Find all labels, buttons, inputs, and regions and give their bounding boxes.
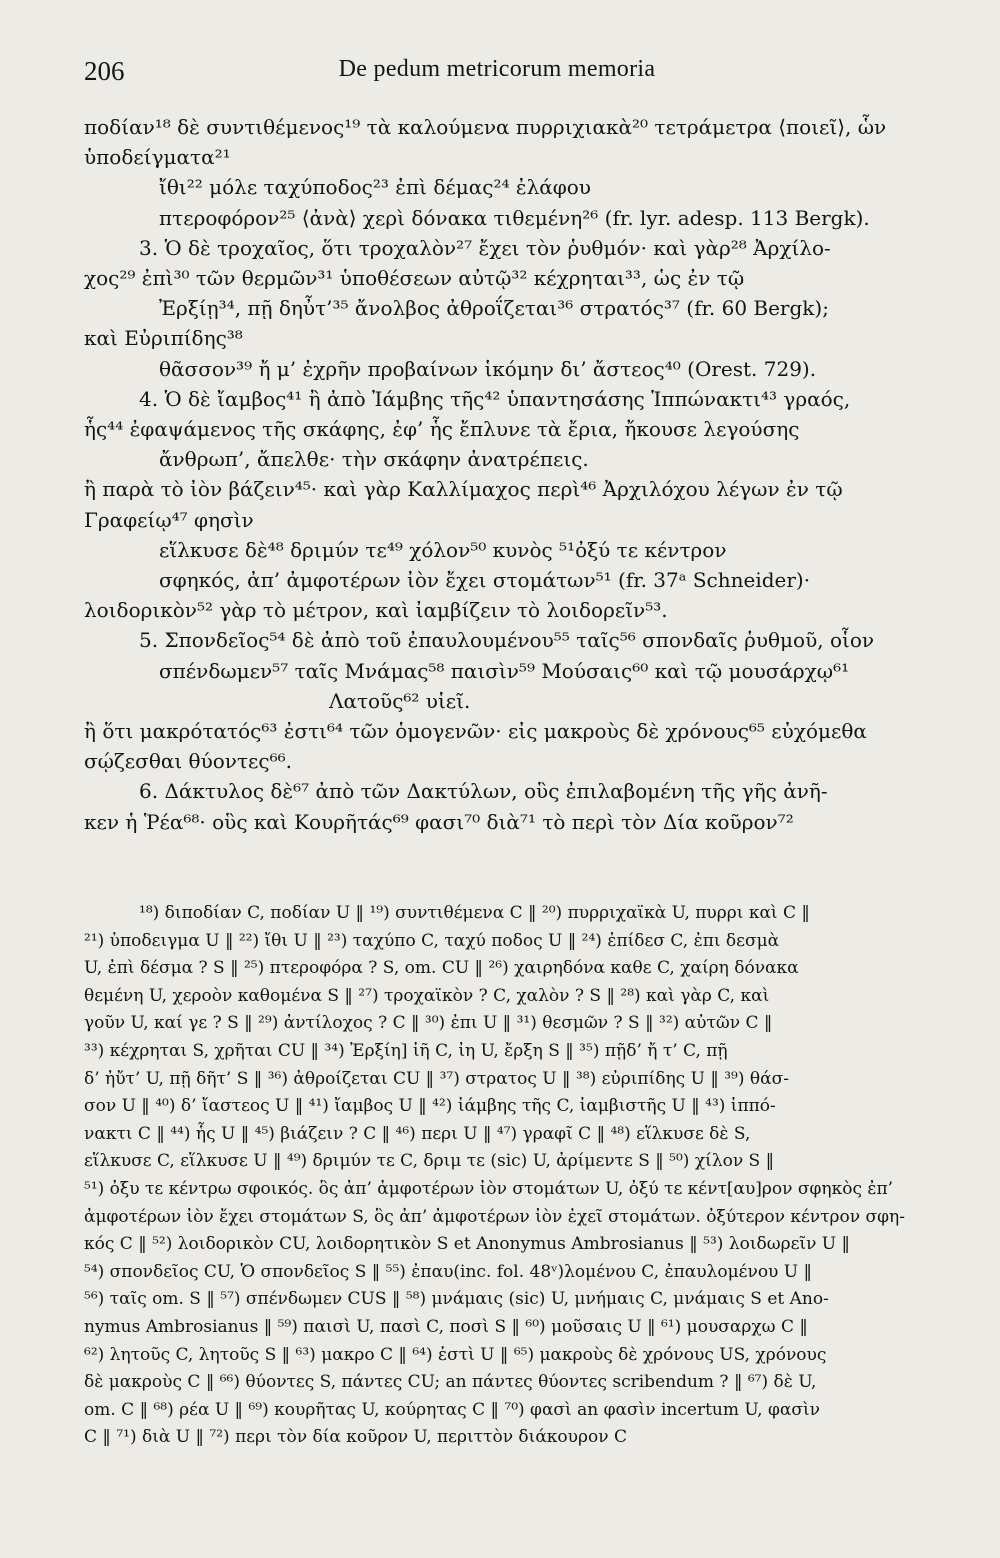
verse-line: ἄνθρωπ’, ἄπελθε· τὴν σκάφην ἀνατρέπεις. — [159, 447, 589, 472]
section-start: 5. Σπονδεῖος⁵⁴ δὲ ἀπὸ τοῦ ἐπαυλουμένου⁵⁵ ταῖς⁵⁶ σπονδαῖς ῥυθμοῦ, οἷον — [139, 628, 875, 653]
note-line: ⁵¹) ὀξυ τε κέντρω σφοικός. ὃς ἀπ’ ἀμφοτέρων ἰὸν στομάτων U, ὀξύ τε κέντ[αυ]ρον σφηκὸς ἐπ’ — [84, 1178, 894, 1199]
main-line: ἢ ὅτι μακρότατός⁶³ ἐστι⁶⁴ τῶν ὁμογενῶν· εἰς μακροὺς δὲ χρόνους⁶⁵ εὐχόμεθα — [84, 719, 867, 744]
note-line: ἀμφοτέρων ἰὸν ἔχει στομάτων S, ὃς ἀπ’ ἀμφοτέρων ἰὸν ἐχεῖ στομάτων. ὀξύτερον κέντρον σφη- — [84, 1206, 905, 1227]
note-line: ⁵⁴) σπονδεῖος CU, Ὁ σπονδεῖος S ‖ ⁵⁵) ἐπαυ(inc. fol. 48ᵛ)λομένου C, ἐπαυλομένου U ‖ — [84, 1261, 813, 1282]
note-line: θεμένη U, χεροὸν καθομένα S ‖ ²⁷) τροχαϊκὸν ? C, χαλὸν ? S ‖ ²⁸) καὶ γὰρ C, καὶ — [84, 985, 770, 1006]
verse-line: Ἐρξίῃ³⁴, πῇ δηὖτ’³⁵ ἄνολβος ἀθροΐζεται³⁶ στρατός³⁷ (fr. 60 Bergk); — [159, 296, 829, 321]
note-line: δ’ ἠὔτ’ U, πῇ δῆτ’ S ‖ ³⁶) ἀθροίζεται CU ‖ ³⁷) στρατος U ‖ ³⁸) εὐριπίδης U ‖ ³⁹) θάσ- — [84, 1068, 789, 1089]
main-line: ἢ παρὰ τὸ ἰὸν βάζειν⁴⁵· καὶ γὰρ Καλλίμαχος περὶ⁴⁶ Ἀρχιλόχου λέγων ἐν τῷ — [84, 477, 843, 502]
apparatus-criticus — [84, 900, 910, 1452]
main-line: χος²⁹ ἐπὶ³⁰ τῶν θερμῶν³¹ ὑποθέσεων αὐτῷ³² κέχρηται³³, ὡς ἐν τῷ — [84, 266, 745, 291]
note-line: νακτι C ‖ ⁴⁴) ἧς U ‖ ⁴⁵) βιάζειν ? C ‖ ⁴⁶) περι U ‖ ⁴⁷) γραφῖ C ‖ ⁴⁸) εἵλκυσε δὲ S, — [84, 1123, 751, 1144]
note-line: U, ἐπὶ δέσμα ? S ‖ ²⁵) πτεροφόρα ? S, om. CU ‖ ²⁶) χαιρηδόνα καθε C, χαίρη δόνακα — [84, 958, 799, 979]
verse-line: σπένδωμεν⁵⁷ ταῖς Μνάμας⁵⁸ παισὶν⁵⁹ Μούσαις⁶⁰ καὶ τῷ μουσάρχῳ⁶¹ — [159, 658, 850, 683]
main-line: κεν ἡ Ῥέα⁶⁸· οὓς καὶ Κουρῆτάς⁶⁹ φασι⁷⁰ διὰ⁷¹ τὸ περὶ τὸν Δία κοῦρον⁷² — [84, 809, 794, 834]
main-line: ὑποδείγματα²¹ — [84, 145, 231, 170]
section-start: 3. Ὁ δὲ τροχαῖος, ὅτι τροχαλὸν²⁷ ἔχει τὸν ῥυθμόν· καὶ γὰρ²⁸ Ἀρχίλο- — [139, 235, 831, 260]
note-line: γοῦν U, καί γε ? S ‖ ²⁹) ἀντίλοχος ? C ‖ ³⁰) ἐπι U ‖ ³¹) θεσμῶν ? S ‖ ³²) αὐτῶν C ‖ — [84, 1013, 773, 1034]
note-line: ³³) κέχρηται S, χρῆται CU ‖ ³⁴) Ἐρξίη] ἰῆ C, ἰη U, ἔρξη S ‖ ³⁵) πῇδ’ ἤ τ’ C, πῇ — [84, 1040, 728, 1061]
running-title: De pedum metricorum memoria — [338, 56, 656, 82]
main-line: Γραφείῳ⁴⁷ φησὶν — [84, 507, 254, 532]
section-start: 4. Ὁ δὲ ἴαμβος⁴¹ ἢ ἀπὸ Ἰάμβης τῆς⁴² ὑπαντησάσης Ἱππώνακτι⁴³ γραός, — [139, 386, 851, 411]
note-line: C ‖ ⁷¹) διὰ U ‖ ⁷²) περι τὸν δία κοῦρον U, περιττὸν διάκουρον C — [84, 1427, 627, 1448]
verse-line: πτεροφόρον²⁵ ⟨ἀνὰ⟩ χερὶ δόνακα τιθεμένη²⁶ (fr. lyr. adesp. 113 Bergk). — [159, 205, 870, 230]
main-line: καὶ Εὐριπίδης³⁸ — [84, 326, 243, 351]
note-line: εἵλκυσε C, εἵλκυσε U ‖ ⁴⁹) δριμύν τε C, δριμ τε (sic) U, ἀρίμεντε S ‖ ⁵⁰) χίλον S ‖ — [84, 1151, 775, 1172]
note-line: om. C ‖ ⁶⁸) ρέα U ‖ ⁶⁹) κουρῆτας U, κούρητας C ‖ ⁷⁰) φασὶ an φασὶν incertum U, φασὶν — [84, 1399, 820, 1420]
verse-line: θᾶσσον³⁹ ἤ μ’ ἐχρῆν προβαίνων ἱκόμην δι’ ἄστεος⁴⁰ (Orest. 729). — [159, 356, 817, 381]
main-line: λοιδορικὸν⁵² γὰρ τὸ μέτρον, καὶ ἰαμβίζειν τὸ λοιδορεῖν⁵³. — [84, 598, 668, 623]
page-number: 206 — [84, 56, 125, 86]
page-header — [84, 50, 910, 94]
note-line: ¹⁸) διποδίαν C, ποδίαν U ‖ ¹⁹) συντιθέμενα C ‖ ²⁰) πυρριχαϊκὰ U, πυρρι καὶ C ‖ — [139, 903, 810, 923]
main-text — [84, 112, 910, 837]
note-line: nymus Ambrosianus ‖ ⁵⁹) παισὶ U, πασὶ C, ποσὶ S ‖ ⁶⁰) μοῦσαις U ‖ ⁶¹) μουσαρχω C ‖ — [84, 1316, 808, 1337]
note-line: σον U ‖ ⁴⁰) δ’ ἴαστεος U ‖ ⁴¹) ἴαμβος U ‖ ⁴²) ἰάμβης τῆς C, ἰαμβιστῆς U ‖ ⁴³) ἱππό- — [84, 1096, 776, 1117]
main-line: ἧς⁴⁴ ἐφαψάμενος τῆς σκάφης, ἐφ’ ἧς ἔπλυνε τὰ ἔρια, ἤκουσε λεγούσης — [84, 417, 800, 442]
main-line: σῴζεσθαι θύοντες⁶⁶. — [84, 749, 292, 774]
verse-line: σφηκός, ἀπ’ ἀμφοτέρων ἰὸν ἔχει στομάτων⁵¹ (fr. 37ᵃ Schneider)· — [159, 568, 811, 593]
note-line: ⁶²) λητοῦς C, λητοῦς S ‖ ⁶³) μακρο C ‖ ⁶⁴) ἐστὶ U ‖ ⁶⁵) μακροὺς δὲ χρόνους US, χρόνους — [84, 1344, 827, 1365]
section-start: 6. Δάκτυλος δὲ⁶⁷ ἀπὸ τῶν Δακτύλων, οὓς ἐπιλαβομένη τῆς γῆς ἀνῆ- — [139, 779, 828, 804]
note-line: ⁵⁶) ταῖς om. S ‖ ⁵⁷) σπένδωμεν CUS ‖ ⁵⁸) μνάμαις (sic) U, μνήμαις C, μνάμαις S et Ano- — [84, 1289, 829, 1310]
verse-line: εἵλκυσε δὲ⁴⁸ δριμύν τε⁴⁹ χόλον⁵⁰ κυνὸς ⁵¹ὀξύ τε κέντρον — [159, 537, 727, 562]
note-line: κός C ‖ ⁵²) λοιδορικὸν CU, λοιδορητικὸν S et Anonymus Ambrosianus ‖ ⁵³) λοιδωρεῖν U ‖ — [84, 1234, 851, 1255]
verse-line: ἴθι²² μόλε ταχύποδος²³ ἐπὶ δέμας²⁴ ἐλάφου — [159, 175, 591, 200]
main-line: ποδίαν¹⁸ δὲ συντιθέμενος¹⁹ τὰ καλούμενα πυρριχιακὰ²⁰ τετράμετρα ⟨ποιεῖ⟩, ὧν — [84, 115, 887, 139]
note-line: δὲ μακροὺς C ‖ ⁶⁶) θύοντες S, πάντες CU; an πάντες θύοντες scribendum ? ‖ ⁶⁷) δὲ U, — [84, 1372, 817, 1393]
verse-line: Λατοῦς⁶² υἱεῖ. — [329, 688, 471, 713]
note-line: ²¹) ὑποδειγμα U ‖ ²²) ἴθι U ‖ ²³) ταχύπο C, ταχύ ποδος U ‖ ²⁴) ἐπίδεσ C, ἐπι δεσμὰ — [84, 930, 780, 951]
